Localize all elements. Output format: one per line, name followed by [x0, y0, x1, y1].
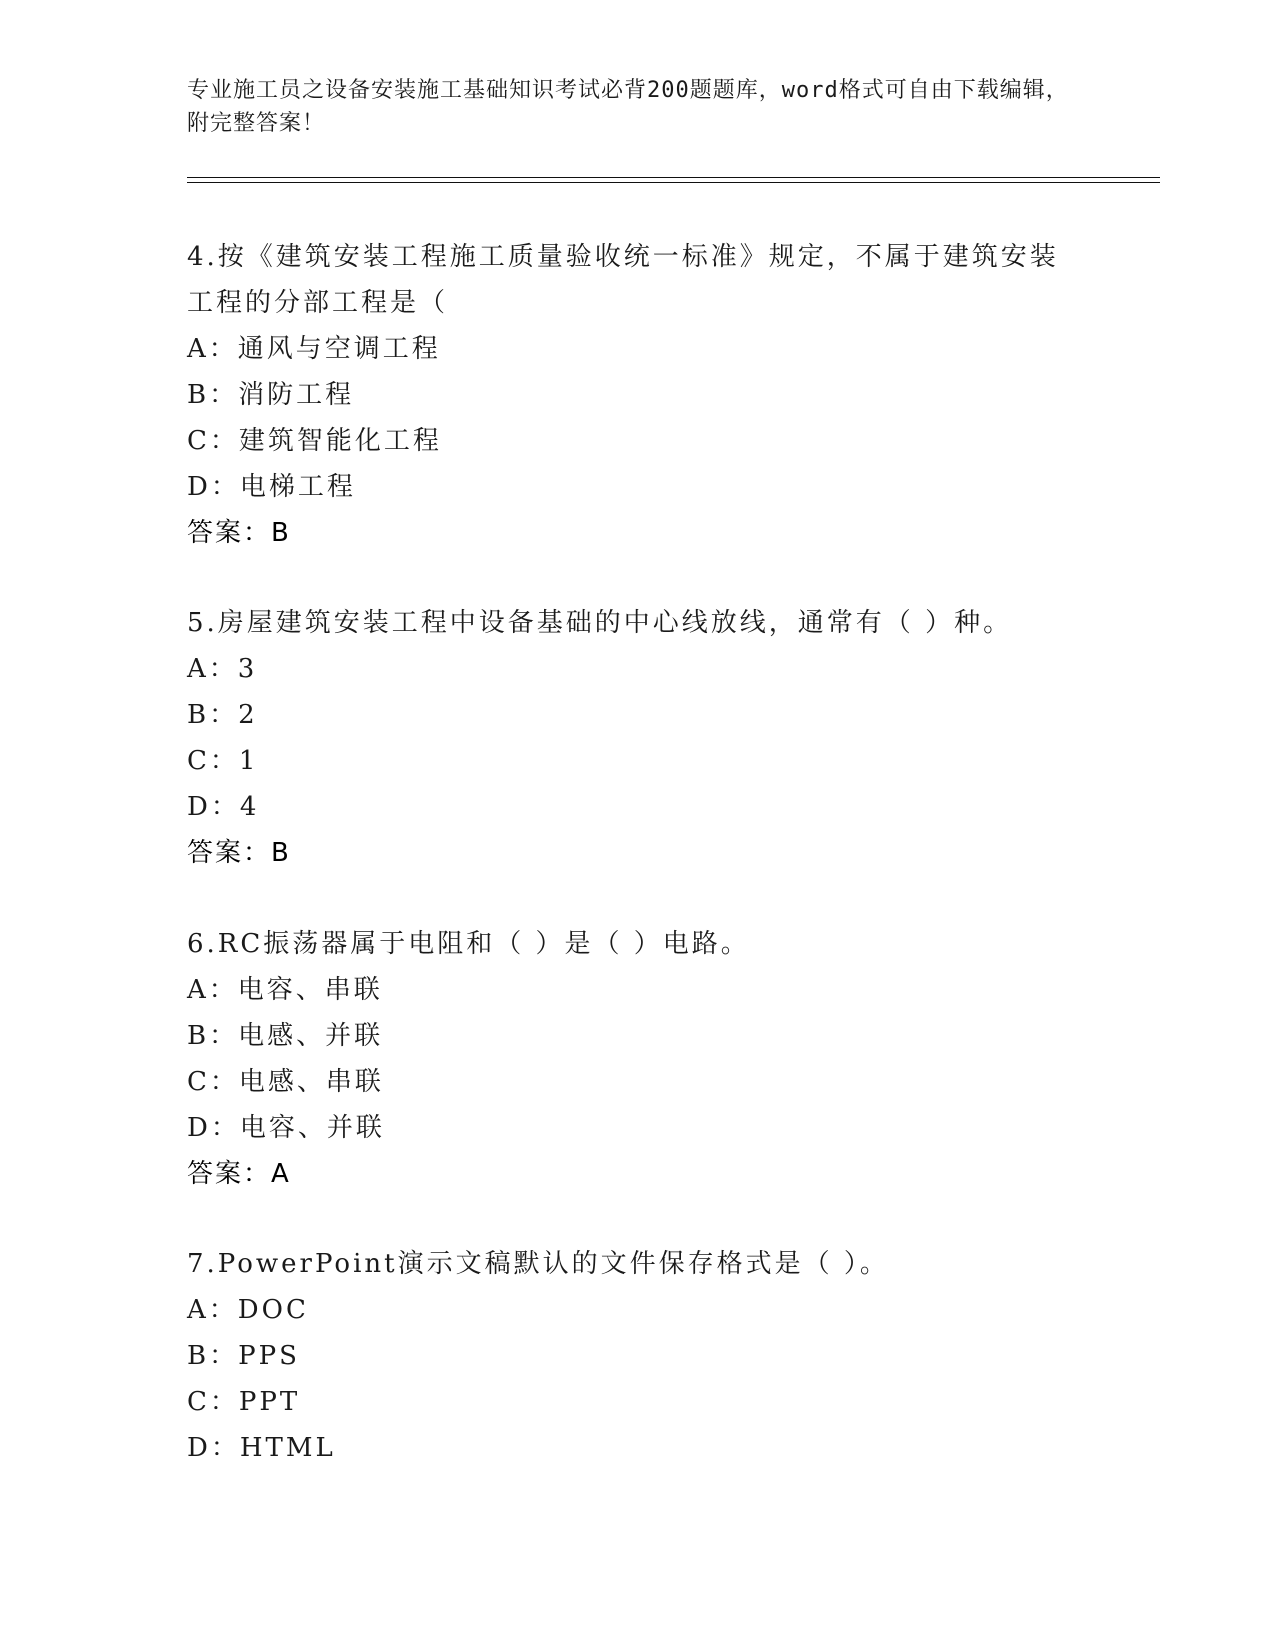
question-4	[187, 234, 1087, 556]
option-text: 电梯工程	[239, 472, 356, 502]
option-text: 4	[239, 792, 260, 822]
option-d	[187, 464, 1087, 510]
option-text: 消防工程	[238, 380, 355, 410]
option-text: 2	[238, 700, 258, 730]
option-b	[187, 372, 1087, 418]
option-letter: B：	[187, 1341, 239, 1371]
question-5	[187, 600, 1087, 876]
option-a	[187, 646, 1087, 692]
option-text: 通风与空调工程	[237, 334, 441, 364]
option-text: 1	[238, 746, 259, 776]
option-d	[187, 1105, 1087, 1151]
option-text: HTML	[239, 1433, 336, 1463]
option-text: 电感、并联	[238, 1021, 384, 1051]
option-letter: C：	[187, 1387, 239, 1417]
option-letter: B：	[187, 700, 239, 730]
answer-line: 答案：B	[187, 838, 291, 868]
option-letter: A：	[187, 334, 238, 364]
option-text: 建筑智能化工程	[238, 426, 442, 456]
option-a	[187, 326, 1087, 372]
option-letter: C：	[187, 746, 239, 776]
option-d	[187, 784, 1087, 830]
question-title: 6.RC振荡器属于电阻和（ ）是（ ）电路。	[187, 929, 750, 959]
option-b	[187, 692, 1087, 738]
option-letter: D：	[187, 472, 240, 502]
option-a	[187, 967, 1087, 1013]
option-c	[187, 738, 1087, 784]
option-a	[187, 1287, 1087, 1333]
option-text: 电容、并联	[239, 1113, 385, 1143]
question-6	[187, 921, 1087, 1197]
option-text: DOC	[237, 1295, 309, 1325]
option-letter: A：	[187, 975, 238, 1005]
option-letter: C：	[187, 426, 239, 456]
question-7	[187, 1241, 1087, 1471]
header-divider-bottom	[187, 182, 1160, 183]
option-letter: D：	[187, 1113, 240, 1143]
option-c	[187, 1379, 1087, 1425]
option-letter: D：	[187, 1433, 240, 1463]
document-header: 专业施工员之设备安装施工基础知识考试必背200题题库，word格式可自由下载编辑，附完整答案！	[187, 78, 1069, 136]
option-b	[187, 1333, 1087, 1379]
option-b	[187, 1013, 1087, 1059]
option-c	[187, 418, 1087, 464]
option-letter: C：	[187, 1067, 239, 1097]
option-letter: D：	[187, 792, 240, 822]
question-title: 7.PowerPoint演示文稿默认的文件保存格式是（ ）。	[187, 1249, 889, 1279]
option-text: 电感、串联	[238, 1067, 384, 1097]
question-title: 4.按《建筑安装工程施工质量验收统一标准》规定，不属于建筑安装工程的分部工程是（	[187, 242, 1059, 318]
option-letter: A：	[187, 1295, 238, 1325]
header-divider-top	[187, 177, 1160, 178]
option-text: PPT	[238, 1387, 301, 1417]
question-title: 5.房屋建筑安装工程中设备基础的中心线放线，通常有（ ）种。	[187, 608, 1013, 638]
option-text: 3	[237, 654, 258, 684]
option-d	[187, 1425, 1087, 1471]
answer-line: 答案：B	[187, 518, 291, 548]
option-text: PPS	[238, 1341, 300, 1371]
option-letter: B：	[187, 380, 239, 410]
option-letter: A：	[187, 654, 238, 684]
option-c	[187, 1059, 1087, 1105]
answer-line: 答案：A	[187, 1159, 291, 1189]
option-letter: B：	[187, 1021, 239, 1051]
option-text: 电容、串联	[237, 975, 383, 1005]
